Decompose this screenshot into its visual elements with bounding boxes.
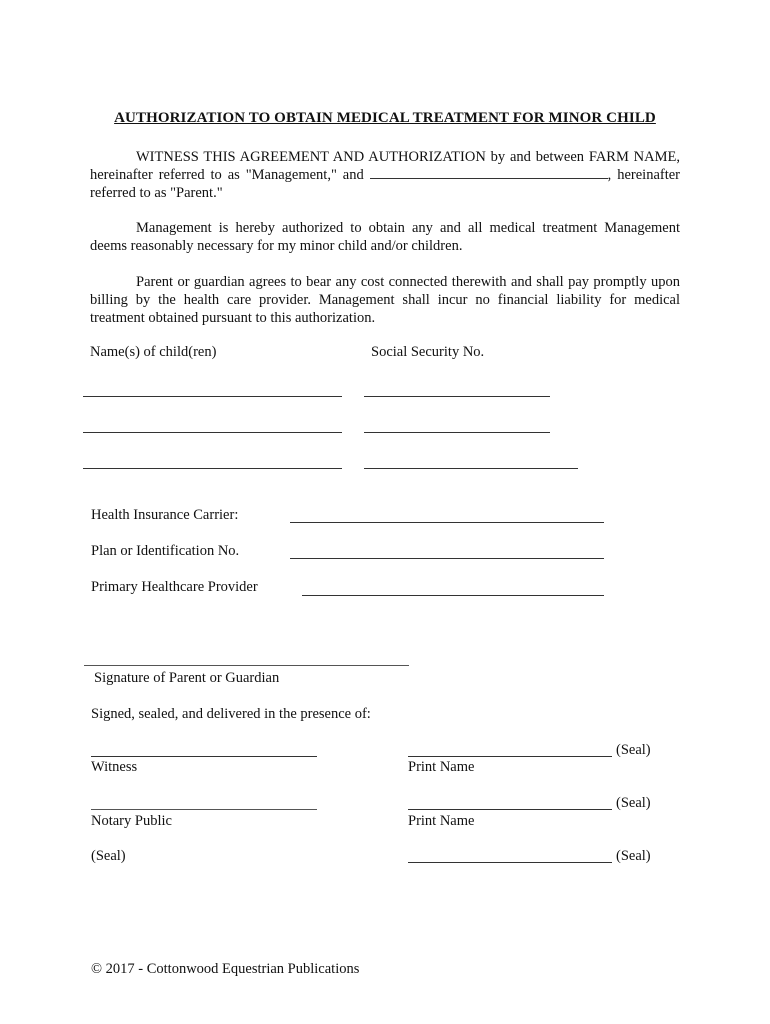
authorization-paragraph xyxy=(90,219,680,255)
print-name-line-2[interactable] xyxy=(408,809,612,810)
presence-label: Signed, sealed, and delivered in the presence of: xyxy=(91,706,371,722)
parent-name-blank[interactable] xyxy=(370,166,608,179)
liability-text: Parent or guardian agrees to bear any cost connected therewith and shall pay promptly upon billing by the health care provider. Management shall incur no financial liability for medical treatment obtained pursuant to this authorization. xyxy=(90,274,680,326)
ssn-line-1[interactable] xyxy=(364,396,550,397)
print-name-label-2: Print Name xyxy=(408,813,475,829)
document-title: AUTHORIZATION TO OBTAIN MEDICAL TREATMENT FOR MINOR CHILD xyxy=(114,110,656,126)
ssn-label: Social Security No. xyxy=(371,344,485,360)
agreement-text-start: WITNESS THIS AGREEMENT AND AUTHORIZATION by and between FARM NAME, hereinafter referred to as "Management," and xyxy=(90,149,680,183)
print-name-label-1: Print Name xyxy=(408,759,475,775)
plan-line[interactable] xyxy=(290,558,604,559)
authorization-text: Management is hereby authorized to obtain any and all medical treatment Management deems reasonably necessary for my minor child and/or children. xyxy=(90,220,680,254)
print-name-line-1[interactable] xyxy=(408,756,612,757)
insurance-label: Health Insurance Carrier: xyxy=(91,507,239,523)
signature-line[interactable] xyxy=(84,665,409,666)
notary-seal-label: (Seal) xyxy=(91,848,126,864)
notary-line[interactable] xyxy=(91,809,317,810)
seal-label-2: (Seal) xyxy=(616,795,651,811)
witness-line[interactable] xyxy=(91,756,317,757)
agreement-paragraph xyxy=(90,148,680,202)
copyright-footer: © 2017 - Cottonwood Equestrian Publications xyxy=(91,961,360,977)
signature-label: Signature of Parent or Guardian xyxy=(94,670,280,686)
ssn-line-2[interactable] xyxy=(364,432,550,433)
liability-paragraph xyxy=(90,273,680,327)
seal-label-3: (Seal) xyxy=(616,848,651,864)
ssn-line-3[interactable] xyxy=(364,468,578,469)
seal-label-1: (Seal) xyxy=(616,742,651,758)
children-label: Name(s) of child(ren) xyxy=(90,344,217,360)
agreement-text-end: , hereinafter referred to as "Parent." xyxy=(90,167,681,201)
provider-line[interactable] xyxy=(302,595,604,596)
child-name-line-1[interactable] xyxy=(83,396,342,397)
child-name-line-3[interactable] xyxy=(83,468,342,469)
provider-label: Primary Healthcare Provider xyxy=(91,579,258,595)
notary-label: Notary Public xyxy=(91,813,172,829)
plan-label: Plan or Identification No. xyxy=(91,543,240,559)
witness-label: Witness xyxy=(91,759,138,775)
print-name-line-3[interactable] xyxy=(408,862,612,863)
insurance-line[interactable] xyxy=(290,522,604,523)
child-name-line-2[interactable] xyxy=(83,432,342,433)
